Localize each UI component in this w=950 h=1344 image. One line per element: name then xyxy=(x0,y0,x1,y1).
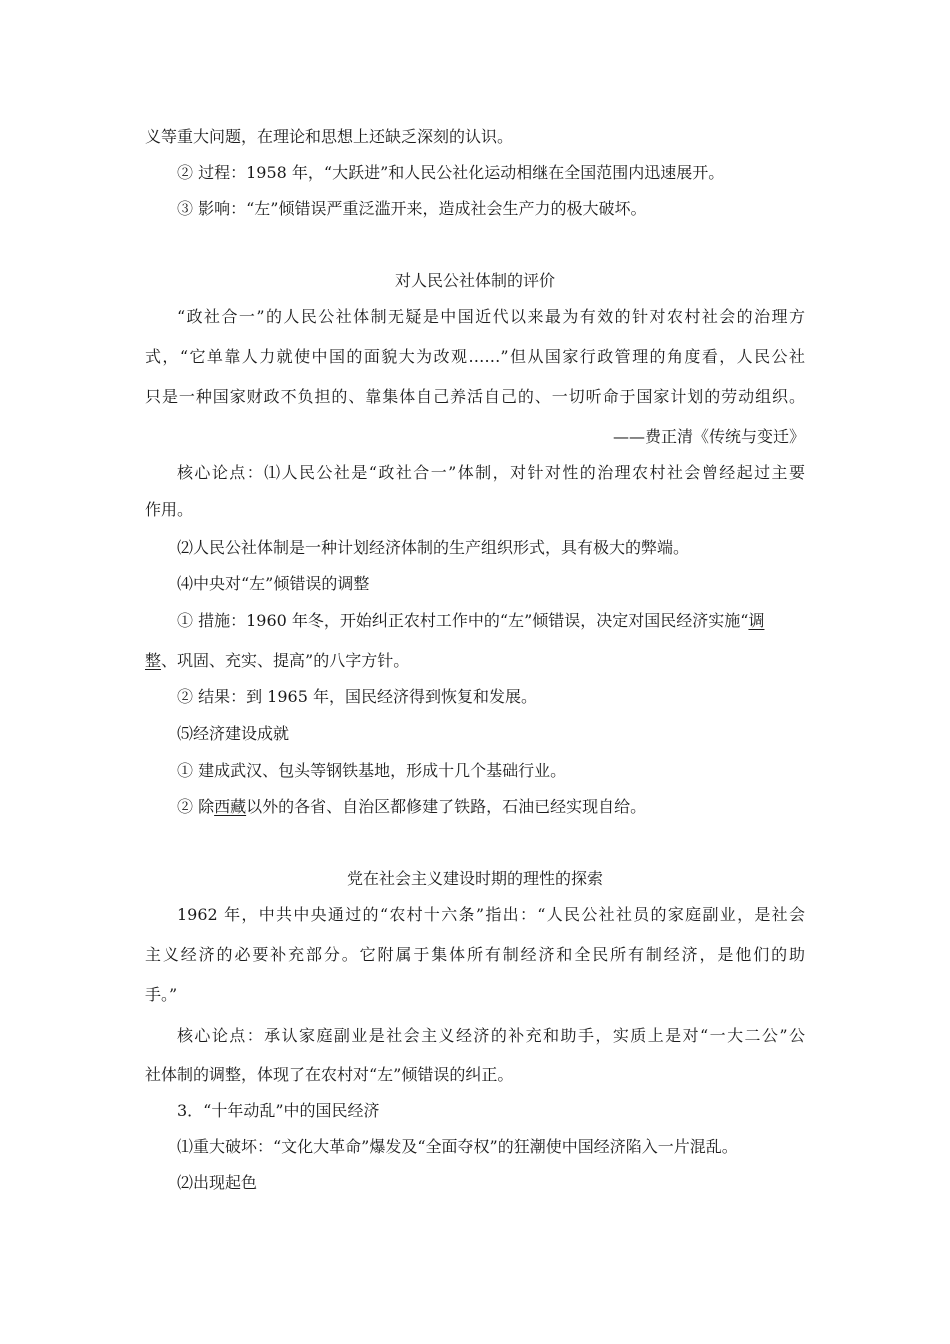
box2-quote-line: 1962 年，中共中央通过的“农村十六条”指出：“人民公社社员的家庭副业，是社会 xyxy=(177,905,805,924)
box2-core-line: 社体制的调整，体现了在农村对“左”倾错误的纠正。 xyxy=(145,1065,514,1084)
underlined-term: 调 xyxy=(748,611,765,630)
section3-heading: 3．“十年动乱”中的国民经济 xyxy=(177,1101,380,1120)
box1-quote-line: 式，“它单靠人力就使中国的面貌大为改观……”但从国家行政管理的角度看，人民公社 xyxy=(145,347,805,366)
section4-heading: ⑷中央对“左”倾错误的调整 xyxy=(177,574,370,593)
impact-line: ③ 影响：“左”倾错误严重泛滥开来，造成社会生产力的极大破坏。 xyxy=(177,199,647,218)
box1-title: 对人民公社体制的评价 xyxy=(394,271,555,290)
box1-quote-line: “政社合一”的人民公社体制无疑是中国近代以来最为有效的针对农村社会的治理方 xyxy=(177,307,805,326)
box2-quote-line: 手。” xyxy=(145,985,178,1004)
box1-core-line: 核心论点：⑴人民公社是“政社合一”体制，对针对性的治理农村社会曾经起过主要 xyxy=(177,463,805,482)
paragraph-line: 义等重大问题，在理论和思想上还缺乏深刻的认识。 xyxy=(145,127,514,146)
section5-heading: ⑸经济建设成就 xyxy=(177,724,290,743)
section3-item: ⑵出现起色 xyxy=(177,1173,258,1192)
section4-measure-line xyxy=(177,610,805,632)
measure-text: 、巩固、充实、提高”的八字方针。 xyxy=(161,651,410,670)
section3-item: ⑴重大破坏：“文化大革命”爆发及“全面夺权”的狂潮使中国经济陷入一片混乱。 xyxy=(177,1137,738,1156)
box2-quote-line: 主义经济的必要补充部分。它附属于集体所有制经济和全民所有制经济，是他们的助 xyxy=(145,945,805,964)
item-text: ② 除 xyxy=(177,797,215,816)
process-line: ② 过程：1958 年，“大跃进”和人民公社化运动相继在全国范围内迅速展开。 xyxy=(177,163,725,182)
measure-text: ① 措施：1960 年冬，开始纠正农村工作中的“左”倾错误，决定对国民经济实施“ xyxy=(177,611,749,630)
section4-measure-line xyxy=(145,650,805,672)
item-text: 以外的各省、自治区都修建了铁路，石油已经实现自给。 xyxy=(246,797,647,816)
section5-item: ① 建成武汉、包头等钢铁基地，形成十几个基础行业。 xyxy=(177,761,567,780)
section5-item xyxy=(177,796,805,818)
box1-quote-line: 只是一种国家财政不负担的、靠集体自己养活自己的、一切听命于国家计划的劳动组织。 xyxy=(145,387,805,406)
box2-title: 党在社会主义建设时期的理性的探索 xyxy=(346,869,603,888)
section4-result: ② 结果：到 1965 年，国民经济得到恢复和发展。 xyxy=(177,687,537,706)
underlined-term: 整 xyxy=(145,651,162,670)
underlined-term: 西藏 xyxy=(214,797,247,816)
box2-core-line: 核心论点：承认家庭副业是社会主义经济的补充和助手，实质上是对“一大二公”公 xyxy=(177,1026,805,1045)
box1-core-line: 作用。 xyxy=(145,500,194,519)
box1-source: ——费正清《传统与变迁》 xyxy=(612,427,805,446)
box1-core-line: ⑵人民公社体制是一种计划经济体制的生产组织形式，具有极大的弊端。 xyxy=(177,538,690,557)
